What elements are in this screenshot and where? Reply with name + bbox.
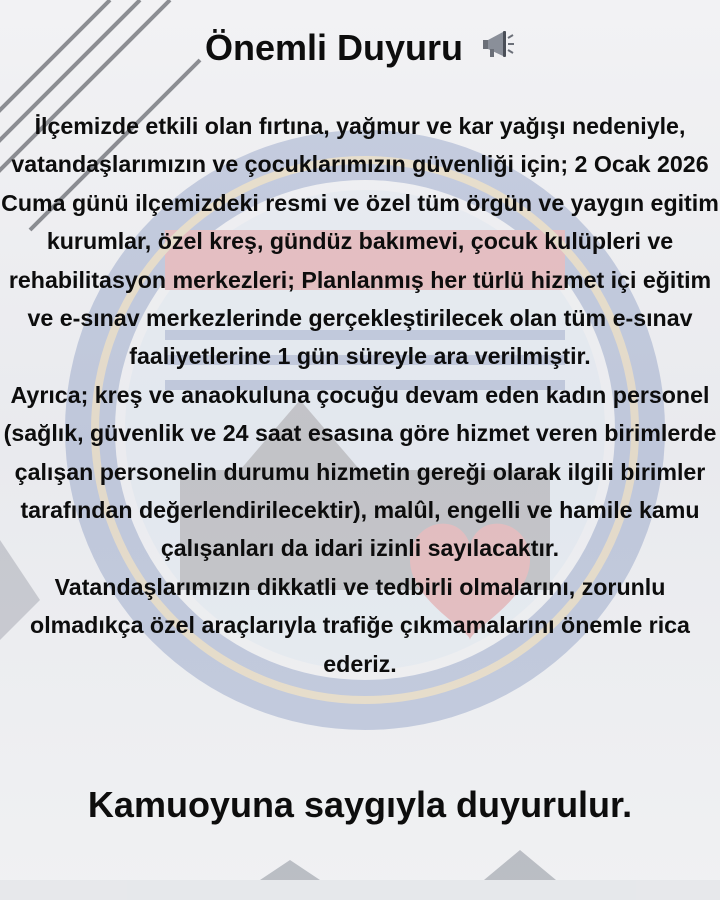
announcement-body bbox=[0, 107, 720, 683]
body-paragraph-3: Vatandaşlarımızın dikkatli ve tedbirli olmalarını, zorunlu olmadıkça özel araçlarıyla trafiğe çıkmamalarını önemle rica ederiz. bbox=[30, 573, 690, 677]
body-paragraph-2: Ayrıca; kreş ve anaokuluna çocuğu devam eden kadın personel (sağlık, güvenlik ve 24 saat esasına göre hizmet veren birimlerde çalışan personelin durumu hizmetin gereği olarak ilgili birimler tarafından değerlendirilecektir), malûl, engelli ve hamile kamu çalışanları da idari izinli sayılacaktır. bbox=[3, 381, 717, 562]
announcement-title-row bbox=[0, 26, 720, 72]
closing-statement: Kamuoyuna saygıyla duyurulur. bbox=[87, 784, 633, 825]
megaphone-icon bbox=[481, 25, 515, 69]
bottom-shapes bbox=[0, 850, 720, 900]
announcement-title: Önemli Duyuru bbox=[204, 27, 463, 68]
body-paragraph-1: İlçemizde etkili olan fırtına, yağmur ve kar yağışı nedeniyle, vatandaşlarımızın ve çocuklarımızın güvenliği için; 2 Ocak 2026 Cuma günü ilçemizdeki resmi ve özel tüm örgün ve yaygın egitim kurumlar, özel kreş, gündüz bakımevi, çocuk kulüpleri ve rehabilitasyon merkezleri; Planlanmış her türlü hizmet içi eğitim ve e-sınav merkezlerinde gerçekleştirilecek olan tüm e-sınav faaliyetlerine 1 gün süreyle ara verilmiştir. bbox=[1, 113, 719, 370]
